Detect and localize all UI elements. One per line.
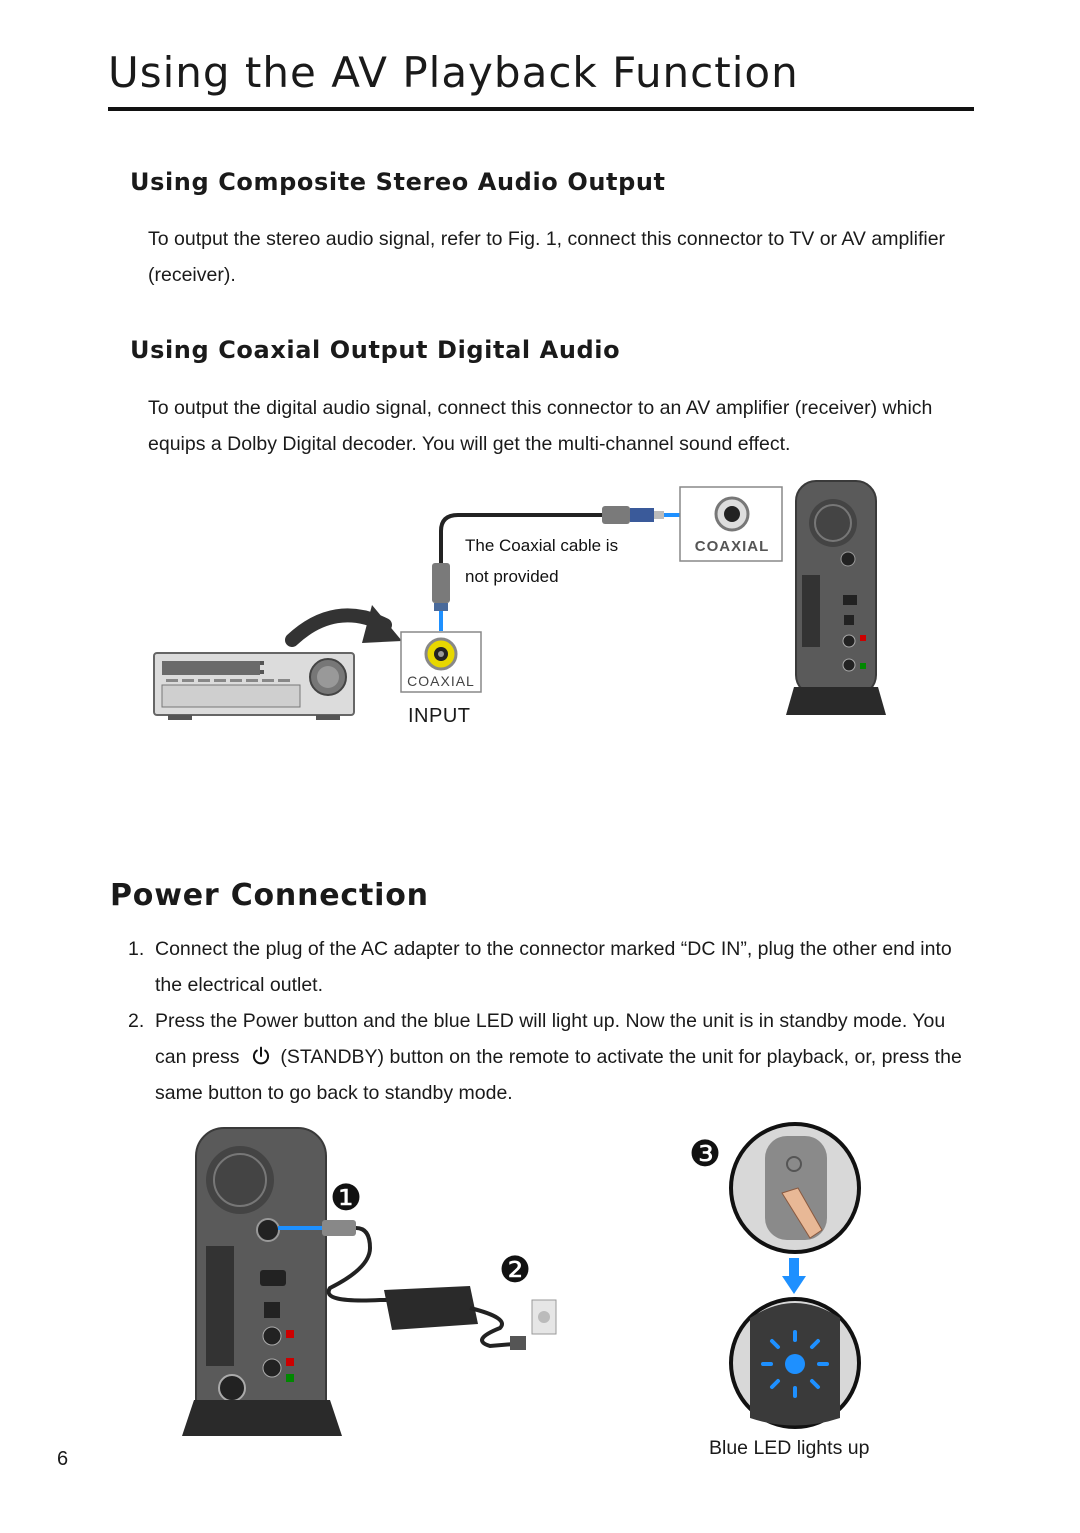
av-receiver-illustration (154, 653, 354, 720)
media-player-rear-illustration (786, 481, 886, 715)
coaxial-connection-figure (140, 475, 920, 735)
coaxial-paragraph: To output the digital audio signal, connect this connector to an AV amplifier (receiver) which equips a Dolby Digital decoder. You will get the multi-channel sound effect. (148, 397, 933, 455)
step-number: 2. (128, 1010, 145, 1032)
page-number: 6 (57, 1448, 69, 1470)
power-button-press-illustration (731, 1124, 859, 1252)
step-marker-3: ❸ (688, 1133, 722, 1174)
step-marker-1: ❶ (329, 1177, 363, 1218)
coaxial-heading: Using Coaxial Output Digital Audio (130, 336, 621, 364)
cable-note-line1: The Coaxial cable is (465, 536, 619, 555)
power-heading: Power Connection (110, 878, 429, 913)
power-connection-figure (170, 1118, 890, 1448)
page-title: Using the AV Playback Function (108, 48, 799, 97)
blue-led-caption: Blue LED lights up (709, 1437, 870, 1459)
power-step-2 (128, 1003, 980, 1111)
coaxial-input-jack (401, 632, 481, 692)
step-text-before: Press the Power button and the blue LED will light up. Now the unit is in standby mode. You can press (155, 1010, 946, 1068)
cable-note-line2: not provided (465, 567, 559, 586)
power-steps-list (128, 931, 980, 1111)
stereo-paragraph: To output the stereo audio signal, refer to Fig. 1, connect this connector to TV or AV amplifier (receiver). (148, 228, 946, 286)
coaxial-output-jack (680, 487, 782, 561)
input-caption: INPUT (408, 705, 471, 727)
stereo-heading: Using Composite Stereo Audio Output (130, 168, 666, 196)
down-arrow-icon (782, 1258, 806, 1294)
title-underline (108, 107, 974, 111)
blue-led-illustration (731, 1299, 859, 1427)
power-standby-icon (251, 1046, 271, 1066)
step-text: Connect the plug of the AC adapter to the connector marked “DC IN”, plug the other end into the electrical outlet. (155, 938, 952, 996)
step-text-after: (STANDBY) button on the remote to activate the unit for playback, or, press the same button to go back to standby mode. (155, 1046, 962, 1104)
step-number: 1. (128, 938, 145, 960)
step-marker-2: ❷ (498, 1249, 532, 1290)
coaxial-input-label: COAXIAL (407, 673, 475, 689)
coaxial-output-label: COAXIAL (694, 538, 770, 555)
media-player-rear-illustration-large (182, 1128, 342, 1436)
power-step-1 (128, 931, 980, 1003)
